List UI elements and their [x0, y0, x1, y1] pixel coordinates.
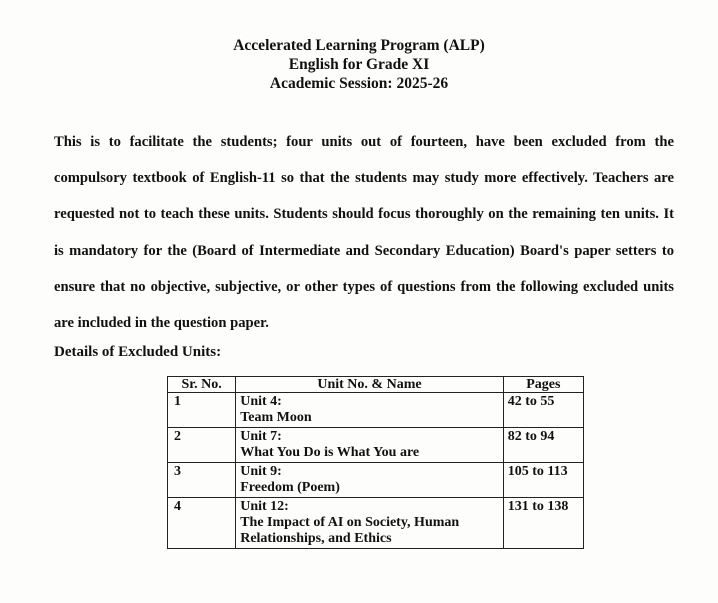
sr-no-cell: 4 — [168, 498, 236, 549]
unit-name: The Impact of AI on Society, Human Relationships, and Ethics — [240, 515, 460, 546]
table-row — [168, 393, 584, 428]
table-row — [168, 498, 584, 549]
unit-name: What You Do is What You are — [240, 445, 420, 460]
excluded-units-table — [167, 376, 584, 549]
sr-no-cell: 3 — [168, 463, 236, 498]
pages-cell: 131 to 138 — [503, 498, 583, 549]
unit-number: Unit 4: — [240, 394, 282, 409]
header-unit: Unit No. & Name — [236, 377, 504, 393]
unit-cell — [236, 393, 504, 428]
pages-cell: 105 to 113 — [503, 463, 583, 498]
session-title: Academic Session: 2025-26 — [269, 75, 449, 92]
unit-name: Freedom (Poem) — [240, 480, 340, 495]
table-header-row — [168, 377, 584, 393]
header-pages: Pages — [503, 377, 583, 393]
unit-cell — [236, 498, 504, 549]
document-header — [0, 36, 718, 93]
notice-paragraph: This is to facilitate the students; four units out of fourteen, have been excluded from the compulsory textbook of English-11 so that the students may study more effectively. Teachers are requested not to teach these units. Students should focus thoroughly on the remaining ten units. It is mandatory for the (Board of Intermediate and Secondary Education) Board's paper setters to ensure that no objective, subjective, or other types of questions from the following excluded units are included in the question paper. — [54, 134, 674, 332]
subject-title: English for Grade XI — [288, 56, 430, 73]
unit-number: Unit 7: — [240, 429, 282, 444]
sr-no-cell: 1 — [168, 393, 236, 428]
unit-cell — [236, 463, 504, 498]
sr-no-cell: 2 — [168, 428, 236, 463]
unit-name: Team Moon — [240, 410, 312, 425]
table-row — [168, 428, 584, 463]
program-title: Accelerated Learning Program (ALP) — [233, 37, 485, 54]
pages-cell: 42 to 55 — [503, 393, 583, 428]
table-row — [168, 463, 584, 498]
pages-cell: 82 to 94 — [503, 428, 583, 463]
unit-number: Unit 12: — [240, 499, 289, 514]
header-sr-no: Sr. No. — [168, 377, 236, 393]
unit-number: Unit 9: — [240, 464, 282, 479]
section-heading: Details of Excluded Units: — [54, 344, 222, 360]
unit-cell — [236, 428, 504, 463]
